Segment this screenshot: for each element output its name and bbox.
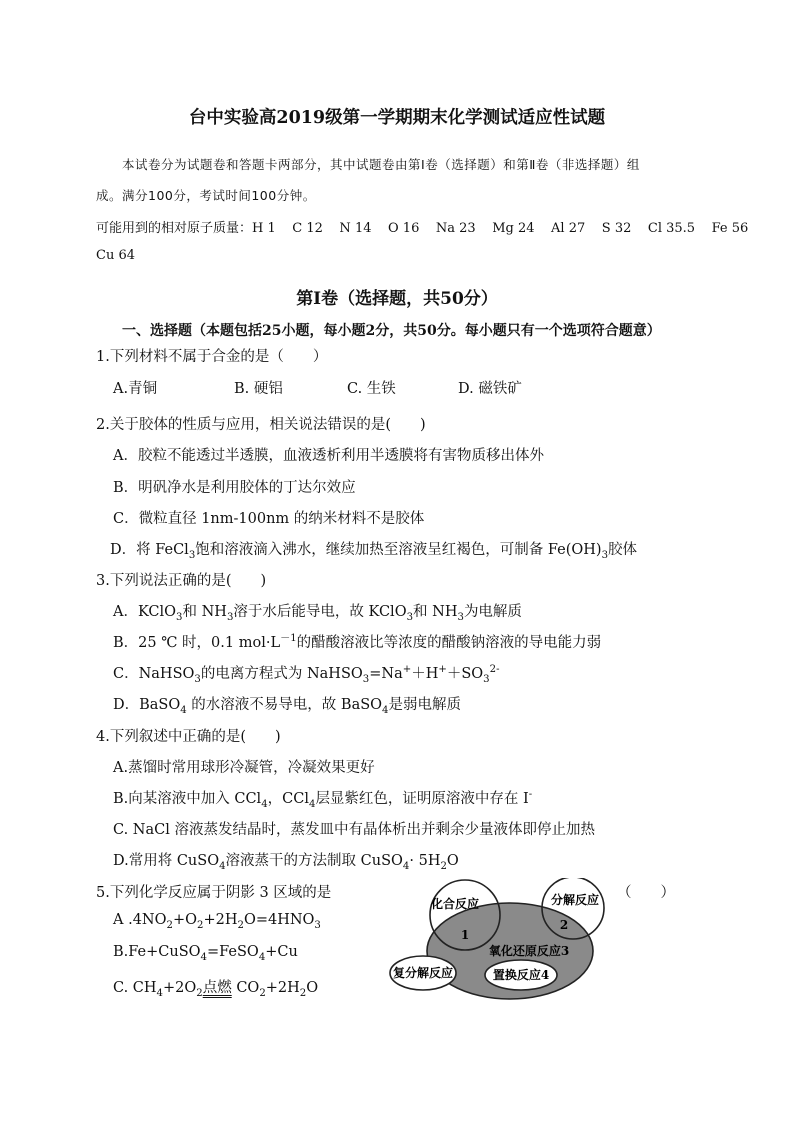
atomic-mass-label: 可能用到的相对原子质量： (96, 221, 253, 236)
atomic-mass-line (96, 217, 748, 236)
q4-option-b: B.向某溶液中加入 CCl$_4$，CCl$_4$层显紫红色，证明原溶液中存在 I- (113, 789, 533, 810)
q3-option-d: D．BaSO$_4$ 的水溶液不易导电，故 BaSO$_4$是弱电解质 (113, 697, 461, 716)
q2-option-d: D．将 FeCl$_3$饱和溶液滴入沸水，继续加热至溶液呈红褐色，可制备 $Fe(OH)_3$胶体 (110, 542, 638, 561)
decomposition-label: 分解反应 (550, 893, 600, 907)
q1-option-d: D. 磁铁矿 (458, 381, 522, 397)
double-displacement-label: 复分解反应 (392, 966, 454, 980)
question-4-stem: 4.下列叙述中正确的是( ) (96, 729, 281, 745)
intro-line-2: 成。满分100分，考试时间100分钟。 (96, 188, 316, 203)
question-5-answer-bracket: （ ） (617, 885, 675, 901)
section-heading: 一、选择题（本题包括25小题，每小题2分，共50分。每小题只有一个选项符合题意） (122, 323, 661, 339)
section-title: 第Ⅰ卷（选择题，共50分） (296, 289, 498, 309)
page-title: 台中实验高2019级第一学期期末化学测试适应性试题 (188, 108, 606, 128)
q3-option-c: C．NaHSO$_3$的电离方程式为 $NaHSO_3=Na^++H^++SO_3^{2-}$ (113, 664, 500, 685)
q1-option-b: B. 硬铝 (234, 381, 283, 397)
q4-option-c: C. NaCl 溶液蒸发结晶时，蒸发皿中有晶体析出并剩余少量液体即停止加热 (113, 822, 595, 838)
question-1-stem: 1.下列材料不属于合金的是（ ） (96, 349, 328, 365)
q2-option-a: A．胶粒不能透过半透膜，血液透析利用半透膜将有害物质移出体外 (113, 448, 544, 464)
q5-option-b: B.Fe+CuSO$_4$=FeSO$_4$+Cu (113, 944, 298, 963)
q2-option-c: C．微粒直径 1nm-100nm 的纳米材料不是胶体 (113, 511, 425, 527)
overlap-number-1: 1 (460, 928, 470, 942)
q4-option-a: A.蒸馏时常用球形冷凝管，冷凝效果更好 (113, 760, 375, 776)
overlap-number-2: 2 (559, 918, 569, 932)
q3-option-a: A．KClO$_3$和 $NH_3$溶于水后能导电，故 KClO$_3$和 $NH_3$为电解质 (113, 604, 522, 623)
question-5-stem: 5.下列化学反应属于阴影 3 区域的是 (96, 885, 332, 901)
redox-label: 氧化还原反应3 (488, 944, 570, 958)
question-2-stem: 2.关于胶体的性质与应用，相关说法错误的是( ) (96, 417, 426, 433)
atomic-mass-cont: Cu 64 (96, 248, 135, 263)
q5-option-c: C. $CH_4+2O_2$点燃 $CO_2+2H_2O$ (113, 980, 319, 999)
question-3-stem: 3.下列说法正确的是( ) (96, 573, 267, 589)
combination-label: 化合反应 (430, 897, 480, 911)
q5-option-a: A $.4NO_2+O_2+2H_2O=4HNO_3$ (113, 912, 321, 931)
intro-line-1: 本试卷分为试题卷和答题卡两部分，其中试题卷由第Ⅰ卷（选择题）和第Ⅱ卷（非选择题）组 (122, 157, 640, 172)
q2-option-b: B．明矾净水是利用胶体的丁达尔效应 (113, 480, 356, 496)
displacement-label: 置换反应4 (492, 968, 550, 982)
ignition-condition: 点燃 (202, 980, 232, 996)
q1-option-c: C. 生铁 (347, 381, 396, 397)
q3-option-b: B．25 ℃ 时，0.1 $mol\cdot L^{-1}$的醋酸溶液比等浓度的醋酸钠溶液的导电能力弱 (113, 633, 602, 651)
reaction-type-diagram (385, 878, 615, 1003)
q1-option-a: A.青铜 (113, 381, 158, 397)
atomic-mass-values: H 1 C 12 N 14 O 16 Na 23 Mg 24 Al 27 S 32 Cl 35.5 Fe 56 (252, 221, 749, 236)
q4-option-d: D.常用将 CuSO$_4$溶液蒸干的方法制取 CuSO$_4$· $5H_2O$ (113, 853, 459, 872)
